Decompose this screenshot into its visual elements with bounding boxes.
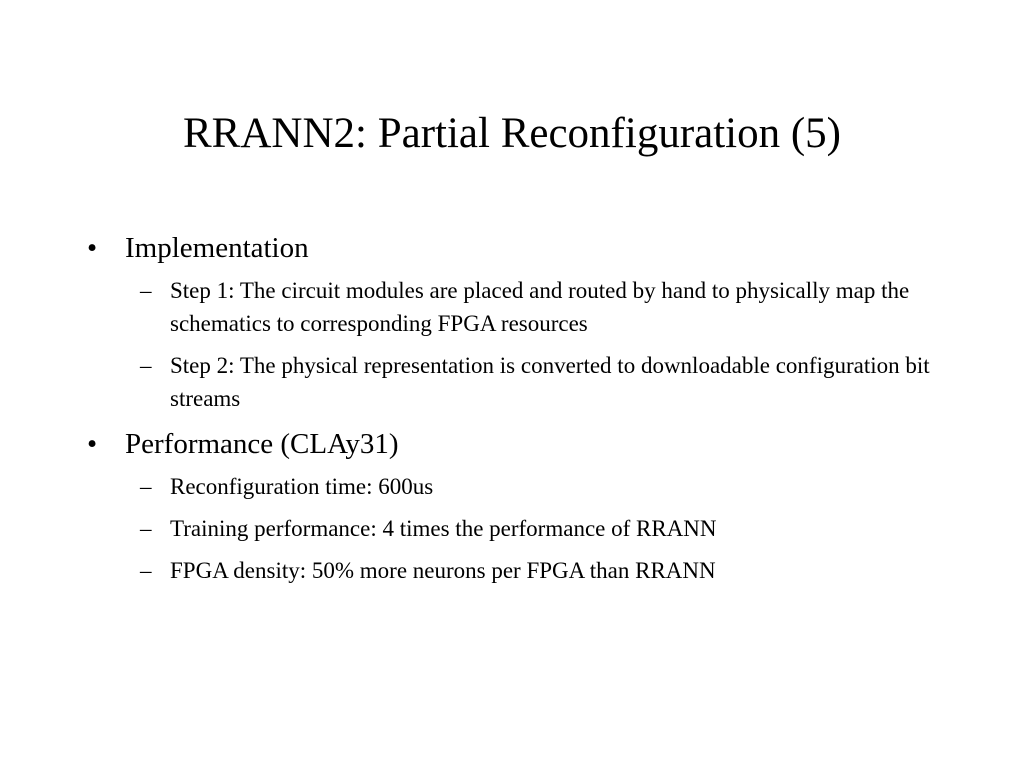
sub-item-text: Step 1: The circuit modules are placed and routed by hand to physically map the schematics to corresponding FPGA resources — [170, 278, 910, 336]
sub-item-text: Step 2: The physical representation is converted to downloadable configuration bit streams — [170, 353, 930, 411]
bullet-text: Performance (CLAy31) — [125, 428, 399, 460]
sub-item-fpga-density — [132, 554, 945, 587]
slide-title: RRANN2: Partial Reconfiguration (5) — [182, 110, 842, 157]
sub-item-text: Reconfiguration time: 600us — [170, 474, 434, 499]
slide-content — [85, 228, 945, 596]
sub-item-step-1 — [132, 274, 945, 340]
sub-marker: – — [140, 558, 152, 583]
bullet-marker: • — [87, 232, 98, 264]
bullet-implementation — [85, 228, 945, 268]
sub-item-step-2 — [132, 349, 945, 415]
sub-marker: – — [140, 516, 152, 541]
sub-item-reconfiguration-time — [132, 470, 945, 503]
bullet-marker: • — [87, 428, 98, 460]
sub-marker: – — [140, 353, 152, 378]
sub-item-training-performance — [132, 512, 945, 545]
sub-marker: – — [140, 474, 152, 499]
performance-sub-list — [85, 470, 945, 587]
bullet-text: Implementation — [125, 232, 309, 264]
implementation-sub-list — [85, 274, 945, 415]
sub-item-text: Training performance: 4 times the performance of RRANN — [170, 516, 717, 541]
sub-item-text: FPGA density: 50% more neurons per FPGA than RRANN — [170, 558, 716, 583]
bullet-performance — [85, 424, 945, 464]
sub-marker: – — [140, 278, 152, 303]
